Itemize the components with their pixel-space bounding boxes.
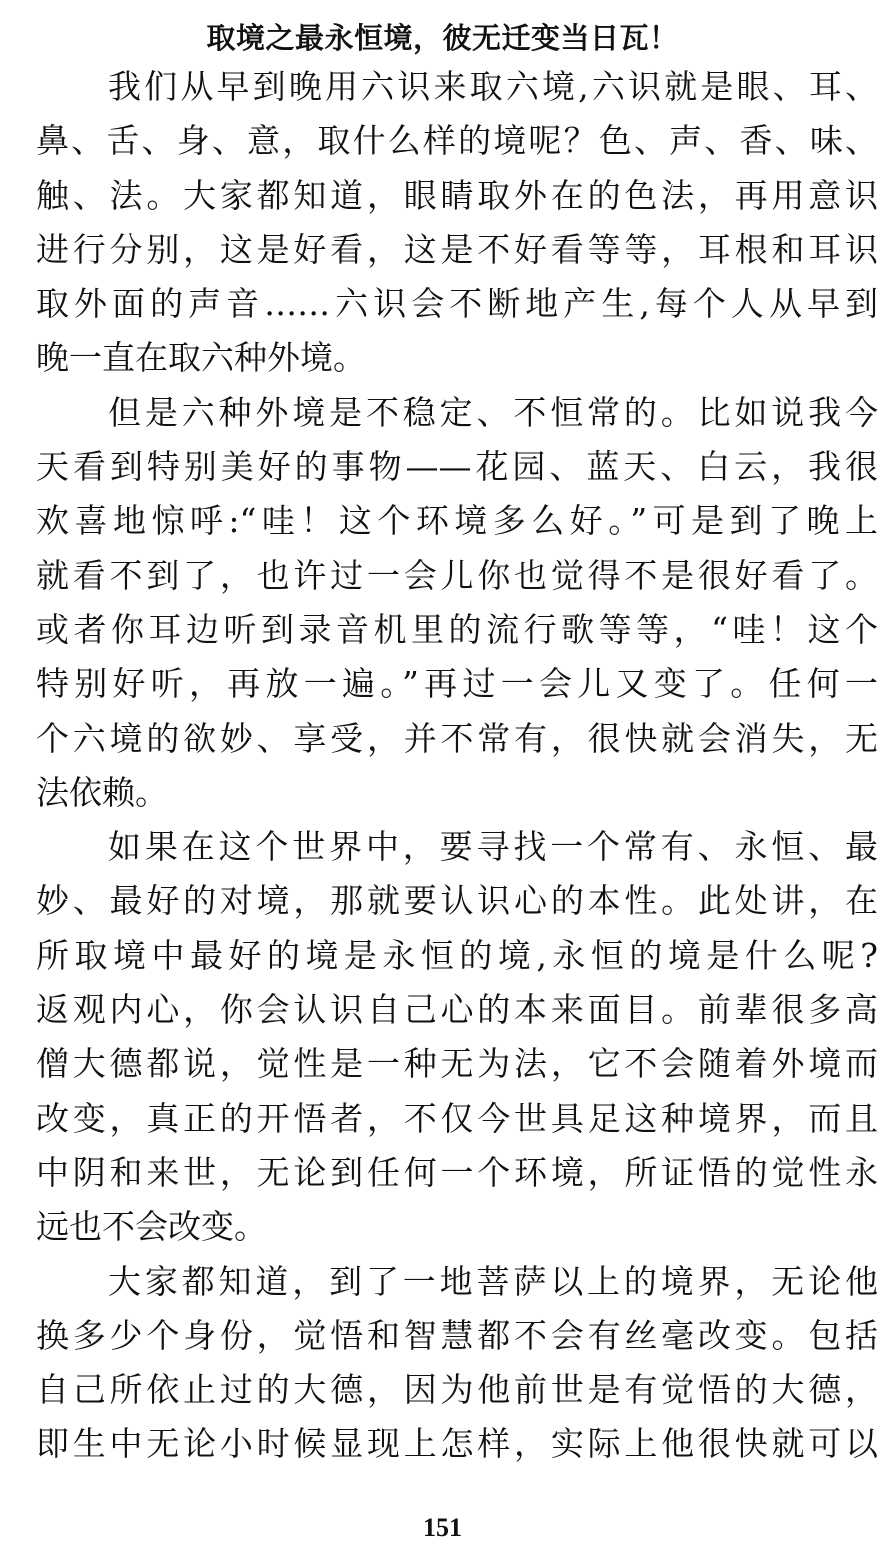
text-line: 僧大德都说，觉性是一种无为法，它不会随着外境而 [36,1044,878,1084]
page-number: 151 [423,1513,462,1542]
text-line: 天看到特别美好的事物——花园、蓝天、白云，我很 [36,447,878,487]
text-line: 自己所依止过的大德，因为他前世是有觉悟的大德， [36,1370,878,1410]
text-line: 触、法。大家都知道，眼睛取外在的色法，再用意识 [36,175,878,215]
text-line: 进行分别，这是好看，这是不好看等等，耳根和耳识 [36,229,878,269]
text-line: 换多少个身份，觉悟和智慧都不会有丝毫改变。包括 [36,1315,878,1355]
text-line: 或者你耳边听到录音机里的流行歌等等，“哇！这个 [36,609,878,649]
text-line: 妙、最好的对境，那就要认识心的本性。此处讲，在 [36,881,878,921]
section-heading: 取境之最永恒境，彼无迁变当日瓦！ [206,21,679,55]
text-line: 欢喜地惊呼:“哇！这个环境多么好。”可是到了晚上 [36,501,878,541]
paragraph [36,60,878,386]
text-line: 鼻、舌、身、意，取什么样的境呢？色、声、香、味、 [36,121,878,161]
body-text [36,60,878,1472]
paragraph [36,1255,878,1472]
text-line: 但是六种外境是不稳定、不恒常的。比如说我今 [108,392,878,432]
text-line: 如果在这个世界中，要寻找一个常有、永恒、最 [108,827,878,867]
text-line: 远也不会改变。 [36,1207,267,1247]
paragraph [36,386,878,820]
text-line: 改变，真正的开悟者，不仅今世具足这种境界，而且 [36,1098,878,1138]
text-line: 取外面的声音……六识会不断地产生,每个人从早到 [36,284,878,324]
text-line: 特别好听，再放一遍。”再过一会儿又变了。任何一 [36,664,878,704]
text-line: 我们从早到晚用六识来取六境,六识就是眼、耳、 [108,67,878,106]
text-line: 返观内心，你会认识自己心的本来面目。前辈很多高 [36,990,878,1030]
text-line: 所取境中最好的境是永恒的境,永恒的境是什么呢? [36,935,878,975]
text-line: 即生中无论小时候显现上怎样，实际上他很快就可以 [36,1424,878,1464]
paragraph [36,820,878,1254]
text-line: 个六境的欲妙、享受，并不常有，很快就会消失，无 [36,718,878,758]
text-line: 法依赖。 [36,772,168,812]
text-line: 大家都知道，到了一地菩萨以上的境界，无论他 [108,1261,878,1301]
text-line: 就看不到了，也许过一会儿你也觉得不是很好看了。 [36,555,878,595]
text-line: 晚一直在取六种外境。 [36,338,366,378]
text-line: 中阴和来世，无论到任何一个环境，所证悟的觉性永 [36,1152,878,1192]
